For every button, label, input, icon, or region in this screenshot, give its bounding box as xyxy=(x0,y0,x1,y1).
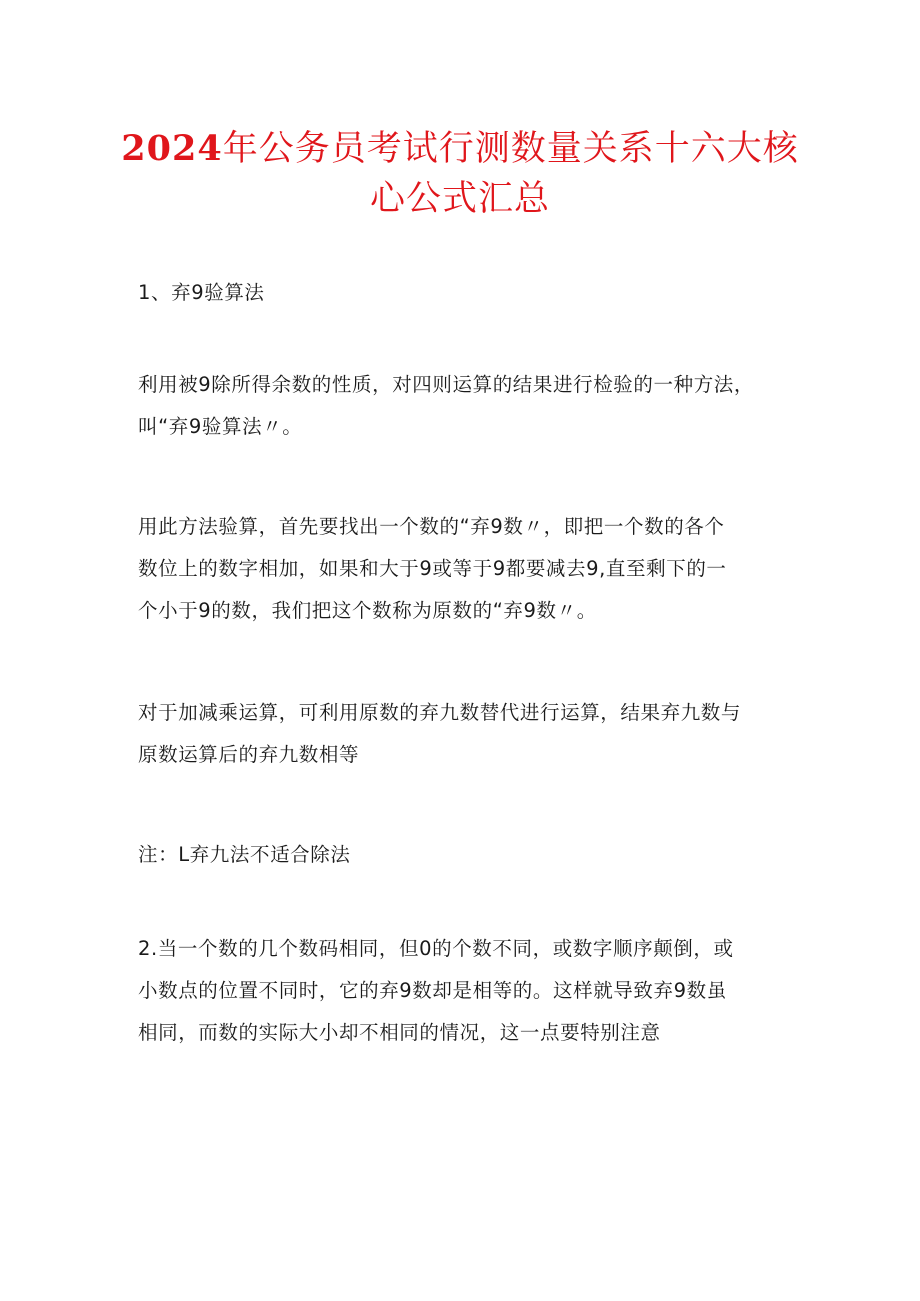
text-line: 用此方法验算，首先要找出一个数的“弃9数〃，即把一个数的各个 xyxy=(138,515,725,538)
title-line-1-rest: 年公务员考试行测数量关系十六大核 xyxy=(222,129,799,169)
text-line: 个小于9的数，我们把这个数称为原数的“弃9数〃。 xyxy=(138,599,597,622)
title-year: 2024 xyxy=(121,128,223,169)
text-line: 数位上的数字相加，如果和大于9或等于9都要减去9,直至剩下的一 xyxy=(138,557,727,580)
text-line: 相同，而数的实际大小却不相同的情况，这一点要特别注意 xyxy=(138,1021,661,1044)
text-line: 对于加减乘运算，可利用原数的弃九数替代进行运算，结果弃九数与 xyxy=(138,701,742,724)
text-line: 利用被9除所得余数的性质，对四则运算的结果进行检验的一种方法， xyxy=(138,373,755,396)
section-heading-1 xyxy=(138,272,788,314)
text-line: 2.当一个数的几个数码相同，但0的个数不同，或数字顺序颠倒，或 xyxy=(138,937,734,960)
paragraph-note xyxy=(138,834,788,876)
title-line-1 xyxy=(121,129,798,169)
text-line: 1、弃9验算法 xyxy=(138,281,265,304)
text-line: 叫“弃9验算法〃。 xyxy=(138,415,303,438)
text-line: 注：L弃九法不适合除法 xyxy=(138,843,351,866)
text-line: 小数点的位置不同时，它的弃9数却是相等的。这样就导致弃9数虽 xyxy=(138,979,727,1002)
paragraph-method xyxy=(138,506,788,632)
text-line: 原数运算后的弃九数相等 xyxy=(138,743,360,766)
paragraph-operations xyxy=(138,692,788,776)
paragraph-definition xyxy=(138,364,788,448)
paragraph-point-2 xyxy=(138,928,788,1054)
document-title xyxy=(120,124,800,224)
title-line-2: 心公式汇总 xyxy=(369,179,550,219)
